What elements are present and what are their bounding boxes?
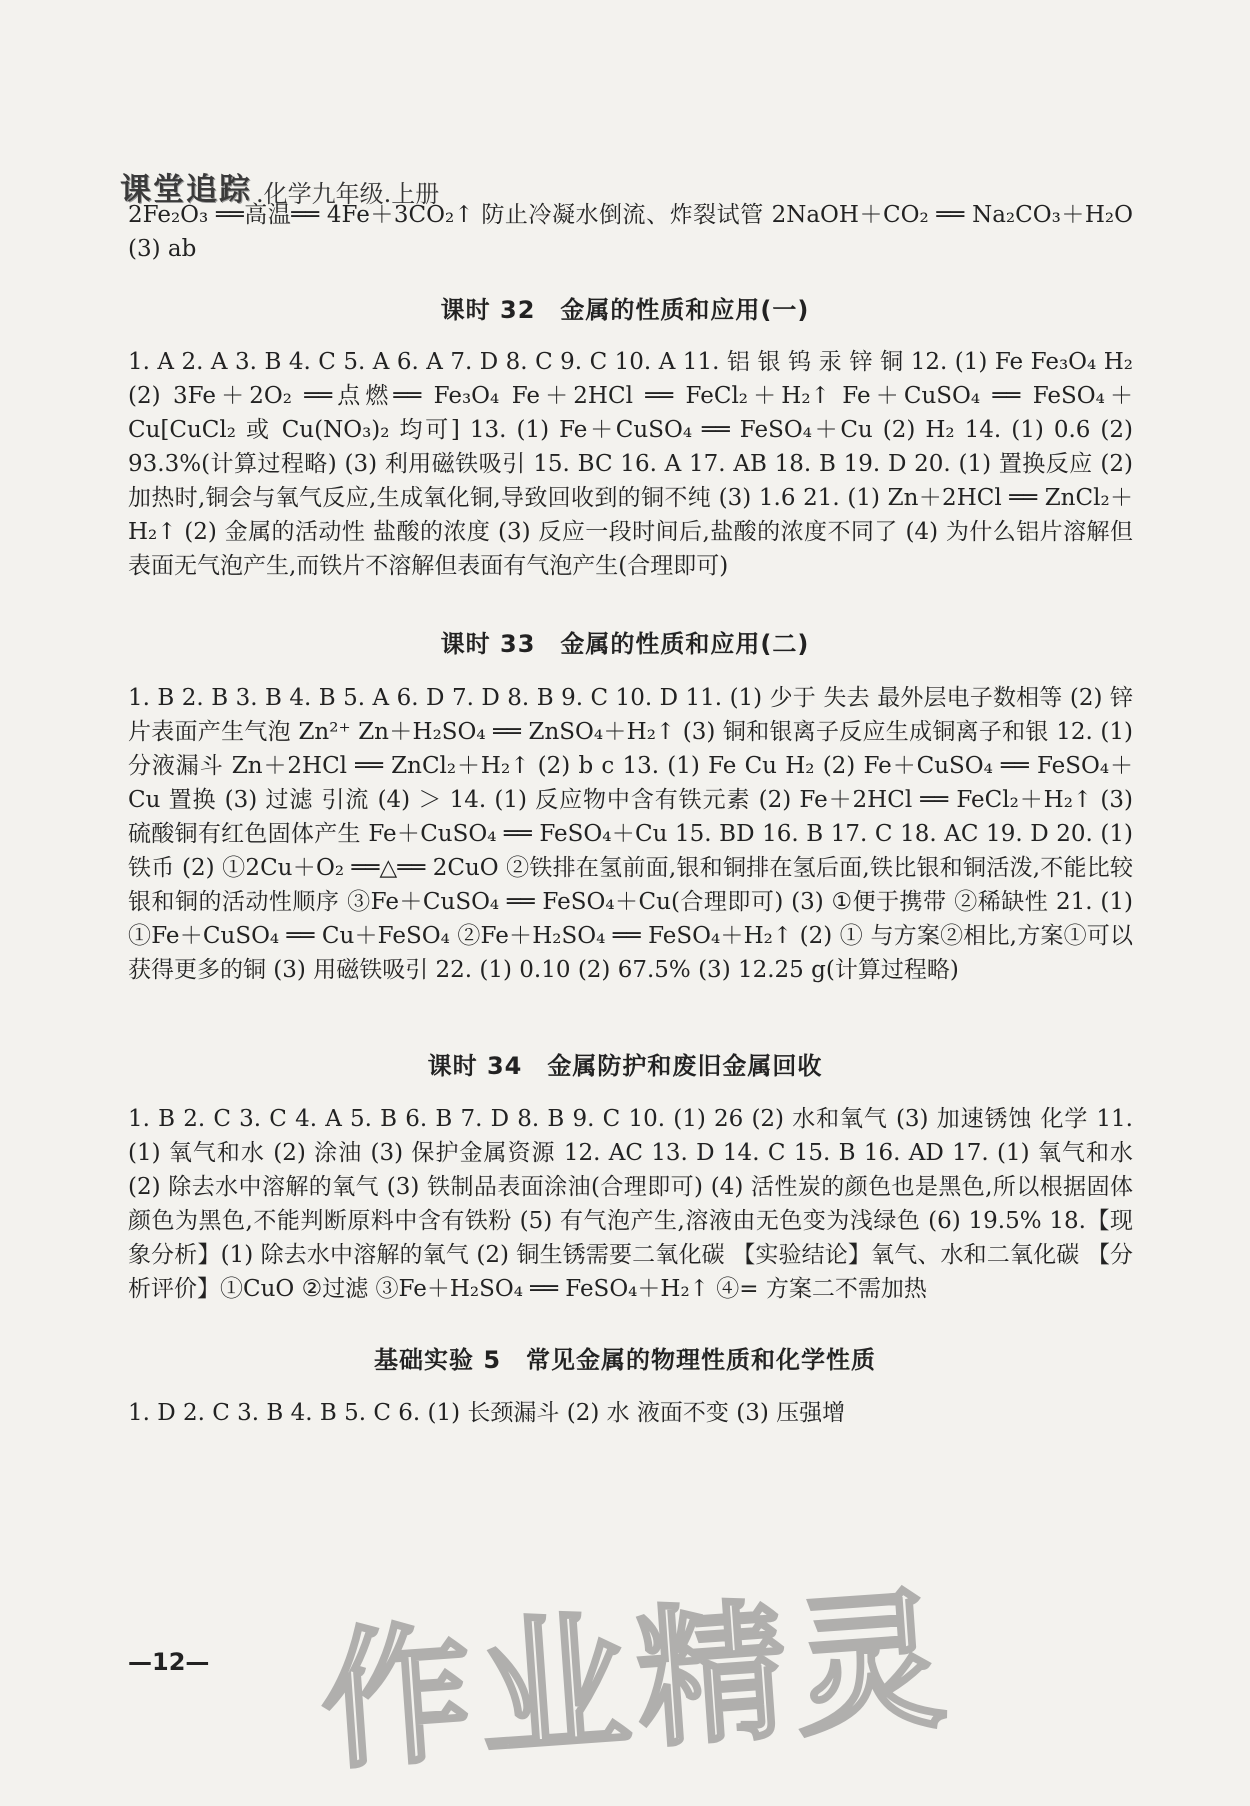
section-body-34: 1. B 2. C 3. C 4. A 5. B 6. B 7. D 8. B 9. C 10. (1) 26 (2) 水和氧气 (3) 加速锈蚀 化学 11. (1) 氧气和水 (2) 涂油 (3) 保护金属资源 12. AC 13. D 14. C 15. B 16. AD 17. (1) 氧气和水 (2) 除去水中溶解的氧气 (3) 铁制品表面涂油(合理即可) (4) 活性炭的颜色也是黑色,所以根据固体颜色为黑色,不能判断原料中含有铁粉 (5) 有气泡产生,溶液由无色变为浅绿色 (6) 19.5% 18.【现象分析】(1) 除去水中溶解的氧气 (2) 铜生锈需要二氧化碳 【实验结论】氧气、水和二氧化碳 【分析评价】①CuO ②过滤 ③Fe＋H₂SO₄ ══ FeSO₄＋H₂↑ ④= 方案二不需加热 xyxy=(128,1106,1133,1302)
brand-logo: 课堂追踪 xyxy=(120,172,252,208)
top-continuation-text: 2Fe₂O₃ ══高温══ 4Fe＋3CO₂↑ 防止冷凝水倒流、炸裂试管 2NaOH＋CO₂ ══ Na₂CO₃＋H₂O (3) ab xyxy=(128,202,1133,262)
section-body-32: 1. A 2. A 3. B 4. C 5. A 6. A 7. D 8. C 9. C 10. A 11. 铝 银 钨 汞 锌 铜 12. (1) Fe Fe₃O₄ H₂ (2) 3Fe＋2O₂ ══点燃══ Fe₃O₄ Fe＋2HCl ══ FeCl₂＋H₂↑ Fe＋CuSO₄ ══ FeSO₄＋Cu[CuCl₂ 或 Cu(NO₃)₂ 均可] 13. (1) Fe＋CuSO₄ ══ FeSO₄＋Cu (2) H₂ 14. (1) 0.6 (2) 93.3%(计算过程略) (3) 利用磁铁吸引 15. BC 16. A 17. AB 18. B 19. D 20. (1) 置换反应 (2) 加热时,铜会与氧气反应,生成氧化铜,导致回收到的铜不纯 (3) 1.6 21. (1) Zn＋2HCl ══ ZnCl₂＋H₂↑ (2) 金属的活动性 盐酸的浓度 (3) 反应一段时间后,盐酸的浓度不同了 (4) 为什么铝片溶解但表面无气泡产生,而铁片不溶解但表面有气泡产生(合理即可) xyxy=(128,349,1133,579)
page-number: —12— xyxy=(128,1648,210,1676)
book-title: .化学九年级.上册 xyxy=(256,180,440,208)
section-heading-exp5: 基础实验 5 常见金属的物理性质和化学性质 xyxy=(373,1346,877,1374)
section-body-33: 1. B 2. B 3. B 4. B 5. A 6. D 7. D 8. B 9. C 10. D 11. (1) 少于 失去 最外层电子数相等 (2) 锌片表面产生气泡 Zn²⁺ Zn＋H₂SO₄ ══ ZnSO₄＋H₂↑ (3) 铜和银离子反应生成铜离子和银 12. (1) 分液漏斗 Zn＋2HCl ══ ZnCl₂＋H₂↑ (2) b c 13. (1) Fe Cu H₂ (2) Fe＋CuSO₄ ══ FeSO₄＋Cu 置换 (3) 过滤 引流 (4) ＞ 14. (1) 反应物中含有铁元素 (2) Fe＋2HCl ══ FeCl₂＋H₂↑ (3) 硫酸铜有红色固体产生 Fe＋CuSO₄ ══ FeSO₄＋Cu 15. BD 16. B 17. C 18. AC 19. D 20. (1) 铁币 (2) ①2Cu＋O₂ ══△══ 2CuO ②铁排在氢前面,银和铜排在氢后面,铁比银和铜活泼,不能比较银和铜的活动性顺序 ③Fe＋CuSO₄ ══ FeSO₄＋Cu(合理即可) (3) ①便于携带 ②稀缺性 21. (1) ①Fe＋CuSO₄ ══ Cu＋FeSO₄ ②Fe＋H₂SO₄ ══ FeSO₄＋H₂↑ (2) ① 与方案②相比,方案①可以获得更多的铜 (3) 用磁铁吸引 22. (1) 0.10 (2) 67.5% (3) 12.25 g(计算过程略) xyxy=(128,685,1133,983)
section-body-exp5: 1. D 2. C 3. B 4. B 5. C 6. (1) 长颈漏斗 (2) 水 液面不变 (3) 压强增 xyxy=(128,1400,846,1426)
section-heading-34: 课时 34 金属防护和废旧金属回收 xyxy=(427,1052,823,1080)
section-heading-33: 课时 33 金属的性质和应用(二) xyxy=(440,630,810,658)
watermark: 作业精灵 xyxy=(315,1573,959,1791)
section-heading-32: 课时 32 金属的性质和应用(一) xyxy=(440,296,810,324)
